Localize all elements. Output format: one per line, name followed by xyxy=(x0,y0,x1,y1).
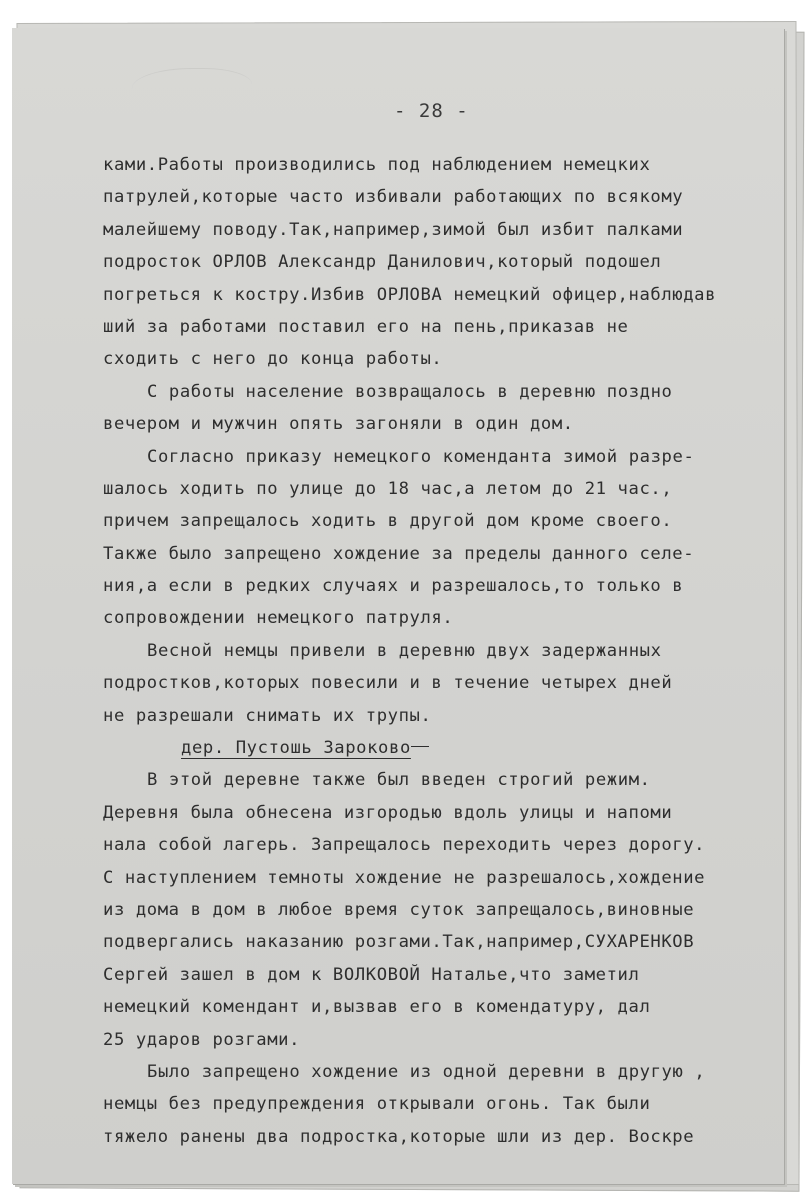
text-line: Сергей зашел в дом к ВОЛКОВОЙ Наталье,что заметил xyxy=(103,964,640,985)
text-line: Также было запрещено хождение за пределы данного селе- xyxy=(103,543,695,564)
text-line: шалось ходить по улице до 18 час,а летом до 21 час., xyxy=(103,478,673,499)
text-line: подросток ОРЛОВ Александр Данилович,который подошел xyxy=(103,252,662,273)
text-line: Деревня была обнесена изгородью вдоль улицы и напоми xyxy=(103,802,673,823)
text-line: Было запрещено хождение из одной деревни в другую , xyxy=(147,1061,706,1082)
text-line: вечером и мужчин опять загоняли в один дом. xyxy=(103,414,574,435)
text-line: погреться к костру.Избив ОРЛОВА немецкий офицер,наблюдав xyxy=(103,284,717,305)
text-line: Согласно приказу немецкого коменданта зимой разре- xyxy=(147,446,695,467)
section-heading: дер. Пустошь Зароково xyxy=(181,738,411,759)
text-line: подвергались наказанию розгами.Так,например,СУХАРЕНКОВ xyxy=(103,932,695,953)
text-line: С наступлением темноты хождение не разрешалось,хождение xyxy=(103,867,706,888)
text-line: нала собой лагерь. Запрещалось переходить через дорогу. xyxy=(103,835,706,856)
page-number: - 28 - xyxy=(394,100,469,122)
text-line: 25 ударов розгами. xyxy=(103,1029,301,1050)
text-line: ками.Работы производились под наблюдением немецких xyxy=(103,155,651,175)
section-heading-line xyxy=(103,732,763,764)
paper-wear-mark xyxy=(132,68,252,109)
text-line: подростков,которых повесили и в течение четырех дней xyxy=(103,673,673,694)
text-line: патрулей,которые часто избивали работающих по всякому xyxy=(103,187,684,208)
text-line: ния,а если в редких случаях и разрешалось,то только в xyxy=(103,576,684,597)
text-line: сопровождении немецкого патруля. xyxy=(103,608,454,629)
text-line: немцы без предупреждения открывали огонь. Так были xyxy=(103,1094,651,1115)
text-line: сходить с него до конца работы. xyxy=(103,349,443,370)
text-line: немецкий комендант и,вызвав его в комендатуру, дал xyxy=(103,997,651,1018)
text-line: ший за работами поставил его на пень,приказав не xyxy=(103,316,629,337)
text-line: С работы население возвращалось в деревню поздно xyxy=(147,381,673,402)
document-page xyxy=(12,28,784,1184)
text-line: малейшему поводу.Так,например,зимой был избит палками xyxy=(103,219,684,240)
text-line: тяжело ранены два подростка,которые шли из дер. Воскре xyxy=(103,1126,695,1147)
text-line: не разрешали снимать их трупы. xyxy=(103,705,432,726)
text-line: причем запрещалось ходить в другой дом кроме своего. xyxy=(103,511,673,532)
text-line: из дома в дом в любое время суток запрещалось,виновные xyxy=(103,899,695,920)
text-line: В этой деревне также был введен строгий режим. xyxy=(147,770,651,791)
heading-underline xyxy=(411,746,429,747)
document-body xyxy=(103,149,763,1153)
text-line: Весной немцы привели в деревню двух задержанных xyxy=(147,640,662,661)
